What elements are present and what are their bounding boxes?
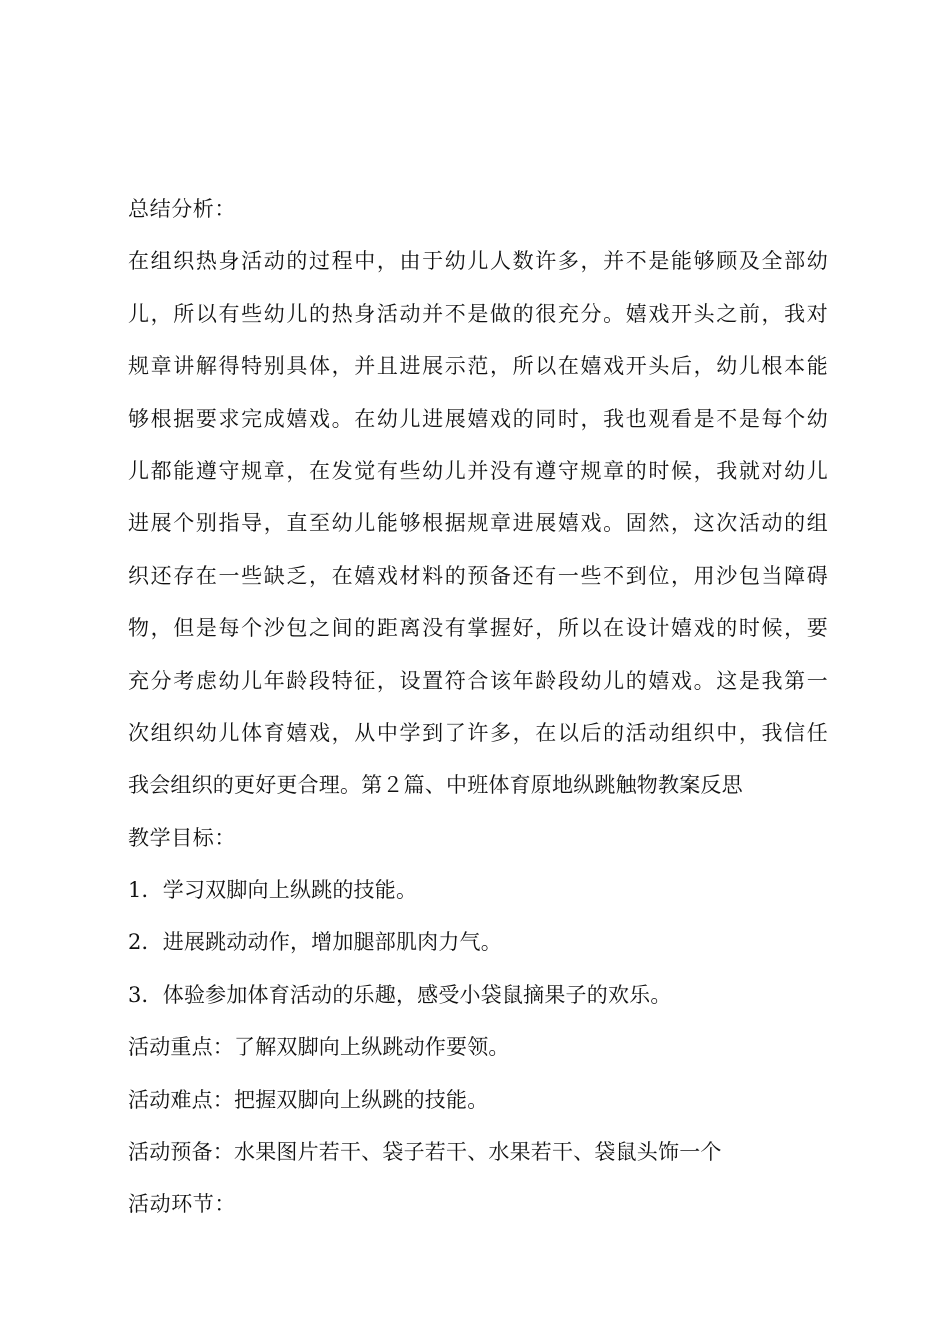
- goal-item: 3．体验参加体育活动的乐趣，感受小袋鼠摘果子的欢乐。: [128, 982, 672, 1007]
- difficulty: 活动难点：把握双脚向上纵跳的技能。: [128, 1087, 489, 1112]
- preparation: 活动预备：水果图片若干、袋子若干、水果若干、袋鼠头饰一个: [128, 1140, 722, 1165]
- goal-item: 2．进展跳动动作，增加腿部肌肉力气。: [128, 930, 502, 955]
- paragraph-line: 儿，所以有些幼儿的热身活动并不是做的很充分。嬉戏开头之前，我对: [128, 301, 828, 326]
- key-point: 活动重点：了解双脚向上纵跳动作要领。: [128, 1035, 510, 1060]
- paragraph-line: 我会组织的更好更合理。第２篇、中班体育原地纵跳触物教案反思: [128, 773, 743, 798]
- paragraph-line: 物，但是每个沙包之间的距离没有掌握好，所以在设计嬉戏的时候，要: [128, 616, 828, 641]
- document-body: [128, 183, 828, 1231]
- paragraph-line: 进展个别指导，直至幼儿能够根据规章进展嬉戏。固然，这次活动的组: [128, 511, 828, 536]
- paragraph-line: 充分考虑幼儿年龄段特征，设置符合该年龄段幼儿的嬉戏。这是我第一: [128, 668, 828, 693]
- goal-item: 1．学习双脚向上纵跳的技能。: [128, 878, 418, 903]
- goals-heading: 教学目标：: [128, 825, 236, 850]
- paragraph-line: 次组织幼儿体育嬉戏，从中学到了许多，在以后的活动组织中，我信任: [128, 720, 828, 745]
- paragraph-line: 在组织热身活动的过程中，由于幼儿人数许多，并不是能够顾及全部幼: [128, 249, 828, 274]
- summary-paragraph: [128, 235, 828, 811]
- summary-heading: 总结分析：: [128, 197, 236, 221]
- paragraph-line: 织还存在一些缺乏，在嬉戏材料的预备还有一些不到位，用沙包当障碍: [128, 563, 828, 588]
- paragraph-line: 规章讲解得特别具体，并且进展示范，所以在嬉戏开头后，幼儿根本能: [128, 354, 828, 379]
- paragraph-line: 够根据要求完成嬉戏。在幼儿进展嬉戏的同时，我也观看是不是每个幼: [128, 406, 828, 431]
- steps-heading: 活动环节：: [128, 1192, 236, 1217]
- paragraph-line: 儿都能遵守规章，在发觉有些幼儿并没有遵守规章的时候，我就对幼儿: [128, 458, 828, 483]
